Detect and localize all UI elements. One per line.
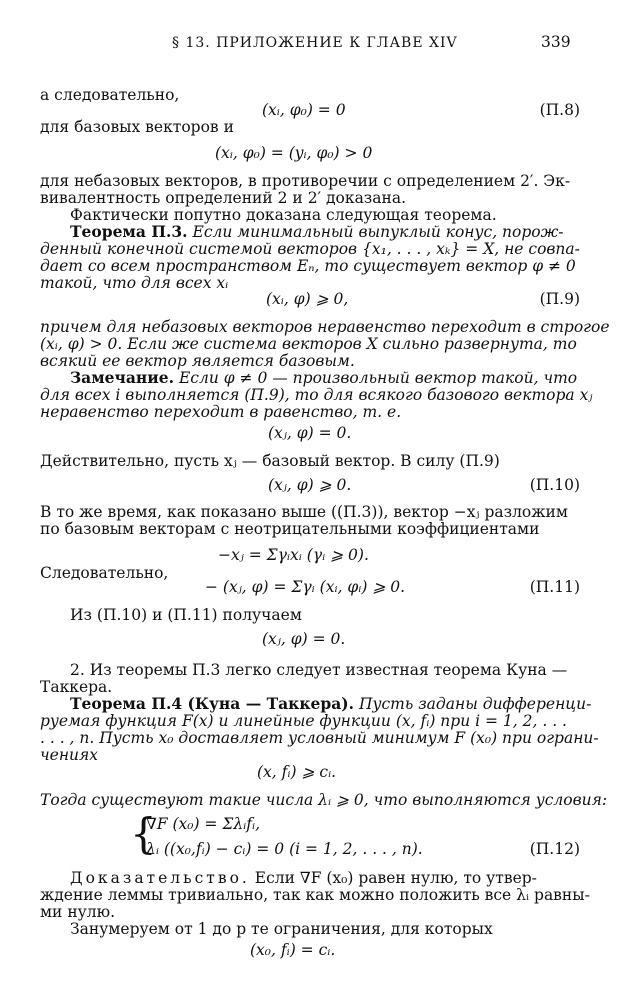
text-line: Таккера. bbox=[40, 678, 113, 696]
proof-text: ми нулю. bbox=[40, 903, 116, 921]
equation-system-1: ∇F (x₀) = Σλᵢfᵢ, bbox=[146, 815, 261, 833]
equation-decomposition: −xⱼ = Σγᵢxᵢ (γᵢ ⩾ 0). bbox=[218, 546, 369, 564]
theorem-4-first-line bbox=[70, 695, 591, 713]
theorem-4-text: Пусть заданы дифференци- bbox=[358, 695, 592, 713]
theorem-4-text: . . . , n. Пусть x₀ доставляет условный минимум F (x₀) при ограни- bbox=[40, 729, 599, 747]
equation-zero-2: (xⱼ, φ) = 0. bbox=[262, 630, 346, 648]
theorem-3-text: дает со всем пространством Eₙ, то существует вектор φ ≠ 0 bbox=[40, 257, 576, 275]
equation-p8: (xᵢ, φ₀) = 0 bbox=[262, 101, 346, 119]
theorem-3-first-line bbox=[70, 223, 563, 241]
text-line: Занумеруем от 1 до p те ограничения, для которых bbox=[70, 920, 493, 938]
text-line: вивалентность определений 2 и 2′ доказана. bbox=[40, 189, 406, 207]
equation-p10: (xⱼ, φ) ⩾ 0. bbox=[268, 476, 352, 494]
theorem-4-text: Тогда существуют такие числа λᵢ ⩾ 0, что выполняются условия: bbox=[40, 791, 608, 809]
remark-text: Если φ ≠ 0 — произвольный вектор такой, что bbox=[178, 369, 578, 387]
equation-zero: (xⱼ, φ) = 0. bbox=[268, 424, 352, 442]
equation-number: (П.8) bbox=[539, 101, 580, 119]
equation-p9: (xᵢ, φ) ⩾ 0, bbox=[266, 290, 349, 308]
equation-number: (П.11) bbox=[529, 578, 580, 596]
theorem-4-text: руемая функция F(x) и линейные функции (x, fᵢ) при i = 1, 2, . . . bbox=[40, 712, 567, 730]
remark-text: неравенство переходит в равенство, т. е. bbox=[40, 403, 402, 421]
remark-first-line bbox=[70, 369, 577, 387]
equation-p11: − (xⱼ, φ) = Σγᵢ (xᵢ, φᵢ) ⩾ 0. bbox=[205, 578, 406, 596]
equation-number: (П.10) bbox=[529, 476, 580, 494]
theorem-4-text: чениях bbox=[40, 746, 99, 764]
text-line: а следовательно, bbox=[40, 86, 180, 104]
remark-label: Замечание. bbox=[70, 368, 175, 387]
equation-number: (П.12) bbox=[529, 840, 580, 858]
equation-constraint: (x, fᵢ) ⩾ cᵢ. bbox=[257, 763, 337, 781]
text-line: для небазовых векторов, в противоречии с определением 2′. Эк- bbox=[40, 172, 571, 190]
theorem-3-text: (xᵢ, φ) > 0. Если же система векторов X сильно развернута, то bbox=[40, 335, 577, 353]
proof-text: Если ∇F (x₀) равен нулю, то утвер- bbox=[254, 869, 537, 887]
theorem-3-text: такой, что для всех xᵢ bbox=[40, 274, 229, 292]
running-header: § 13. ПРИЛОЖЕНИЕ К ГЛАВЕ XIV bbox=[172, 35, 458, 51]
text-line: 2. Из теоремы П.3 легко следует известная теорема Куна — bbox=[70, 661, 568, 679]
text-line: В то же время, как показано выше ((П.3)), вектор −xⱼ разложим bbox=[40, 503, 568, 521]
theorem-3-text: Если минимальный выпуклый конус, порож- bbox=[192, 223, 564, 241]
page-number: 339 bbox=[541, 33, 571, 51]
equation-system-2: λᵢ ((x₀,fᵢ) − cᵢ) = 0 (i = 1, 2, . . . , n). bbox=[146, 840, 423, 858]
equation-last: (x₀, fᵢ) = cᵢ. bbox=[250, 941, 336, 959]
proof-label: Доказательство. bbox=[70, 869, 250, 887]
theorem-3-label: Теорема П.3. bbox=[70, 222, 188, 241]
text-line: Следовательно, bbox=[40, 564, 169, 582]
text-line: Действительно, пусть xⱼ — базовый вектор. В силу (П.9) bbox=[40, 452, 500, 470]
theorem-4-label: Теорема П.4 (Куна — Таккера). bbox=[70, 694, 355, 713]
equation-number: (П.9) bbox=[539, 290, 580, 308]
theorem-3-text: причем для небазовых векторов неравенство переходит в строгое bbox=[40, 318, 610, 336]
text-line: Фактически попутно доказана следующая теорема. bbox=[70, 206, 497, 224]
proof-text: ждение леммы тривиально, так как можно положить все λᵢ равны- bbox=[40, 886, 590, 904]
text-line: Из (П.10) и (П.11) получаем bbox=[70, 606, 302, 624]
theorem-3-text: денный конечной системой векторов {x₁, . . . , xₖ} = X, не совпа- bbox=[40, 240, 580, 258]
system-brace: { bbox=[130, 809, 157, 858]
proof-first-line bbox=[70, 869, 537, 887]
theorem-3-text: всякий ее вектор является базовым. bbox=[40, 352, 355, 370]
equation-strict: (xᵢ, φ₀) = (yᵢ, φ₀) > 0 bbox=[215, 144, 373, 162]
text-line: по базовым векторам с неотрицательными коэффициентами bbox=[40, 520, 540, 538]
text-line: для базовых векторов и bbox=[40, 118, 234, 136]
remark-text: для всех i выполняется (П.9), то для всякого базового вектора xⱼ bbox=[40, 386, 593, 404]
